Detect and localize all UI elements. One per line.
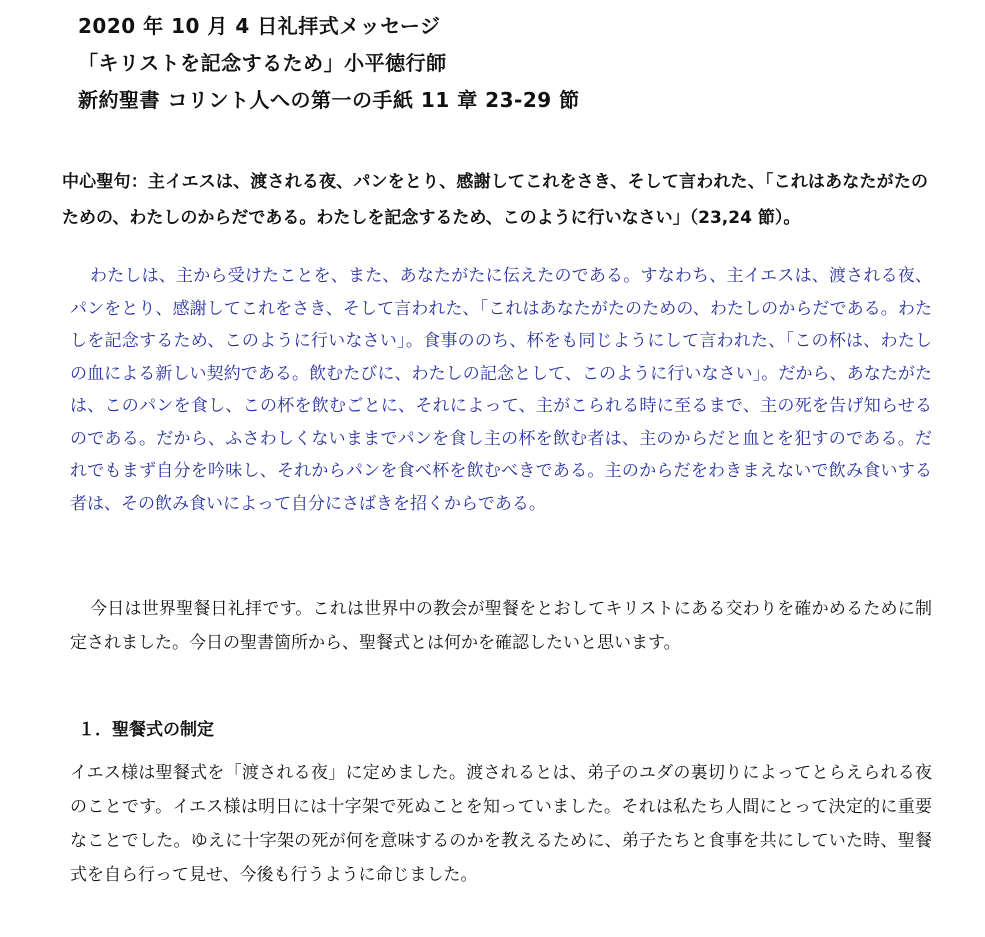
intro-paragraph: 今日は世界聖餐日礼拝です。これは世界中の教会が聖餐をとおしてキリストにある交わりを確かめるために制定されました。今日の聖書箇所から、聖餐式とは何かを確認したいと思います。 [70, 599, 932, 653]
document-header [78, 8, 958, 119]
sermon-title: 「キリストを記念するため」小平徳行師 [78, 51, 447, 75]
service-date-title: 2020 年 10 月 4 日礼拝式メッセージ [78, 14, 441, 38]
section-heading: １．聖餐式の制定 [78, 720, 214, 740]
section-body: イエス様は聖餐式を「渡される夜」に定めました。渡されるとは、弟子のユダの裏切りによってとらえられる夜のことです。イエス様は明日には十字架で死ぬことを知っていました。それは私たち人間にとって決定的に重要なことでした。ゆえに十字架の死が何を意味するのかを教えるために、弟子たちと食事を共にしていた時、聖餐式を自ら行って見せ、今後も行うように命じました。 [70, 763, 932, 885]
scripture-passage: わたしは、主から受けたことを、また、あなたがたに伝えたのである。すなわち、主イエスは、渡される夜、パンをとり、感謝してこれをさき、そして言われた、「これはあなたがたのための、わたしのからだである。わたしを記念するため、このように行いなさい」。食事ののち、杯をも同じようにして言われた、「この杯は、わたしの血による新しい契約である。飲むたびに、わたしの記念として、このように行いなさい」。だから、あなたがたは、このパンを食し、この杯を飲むごとに、それによって、主がこられる時に至るまで、主の死を告げ知らせるのである。だから、ふさわしくないままでパンを食し主の杯を飲む者は、主のからだと血とを犯すのである。だれでもまず自分を吟味し、それからパンを食べ杯を飲むべきである。主のからだをわきまえないで飲み食いする者は、その飲み食いによって自分にさばきを招くからである。 [70, 266, 932, 514]
scripture-reference: 新約聖書 コリント人への第一の手紙 11 章 23-29 節 [78, 88, 580, 112]
key-verse: 中心聖句：主イエスは、渡される夜、パンをとり、感謝してこれをさき、そして言われた、「これはあなたがたのための、わたしのからだである。わたしを記念するため、このように行いなさい」（23,24 節）。 [62, 172, 928, 228]
